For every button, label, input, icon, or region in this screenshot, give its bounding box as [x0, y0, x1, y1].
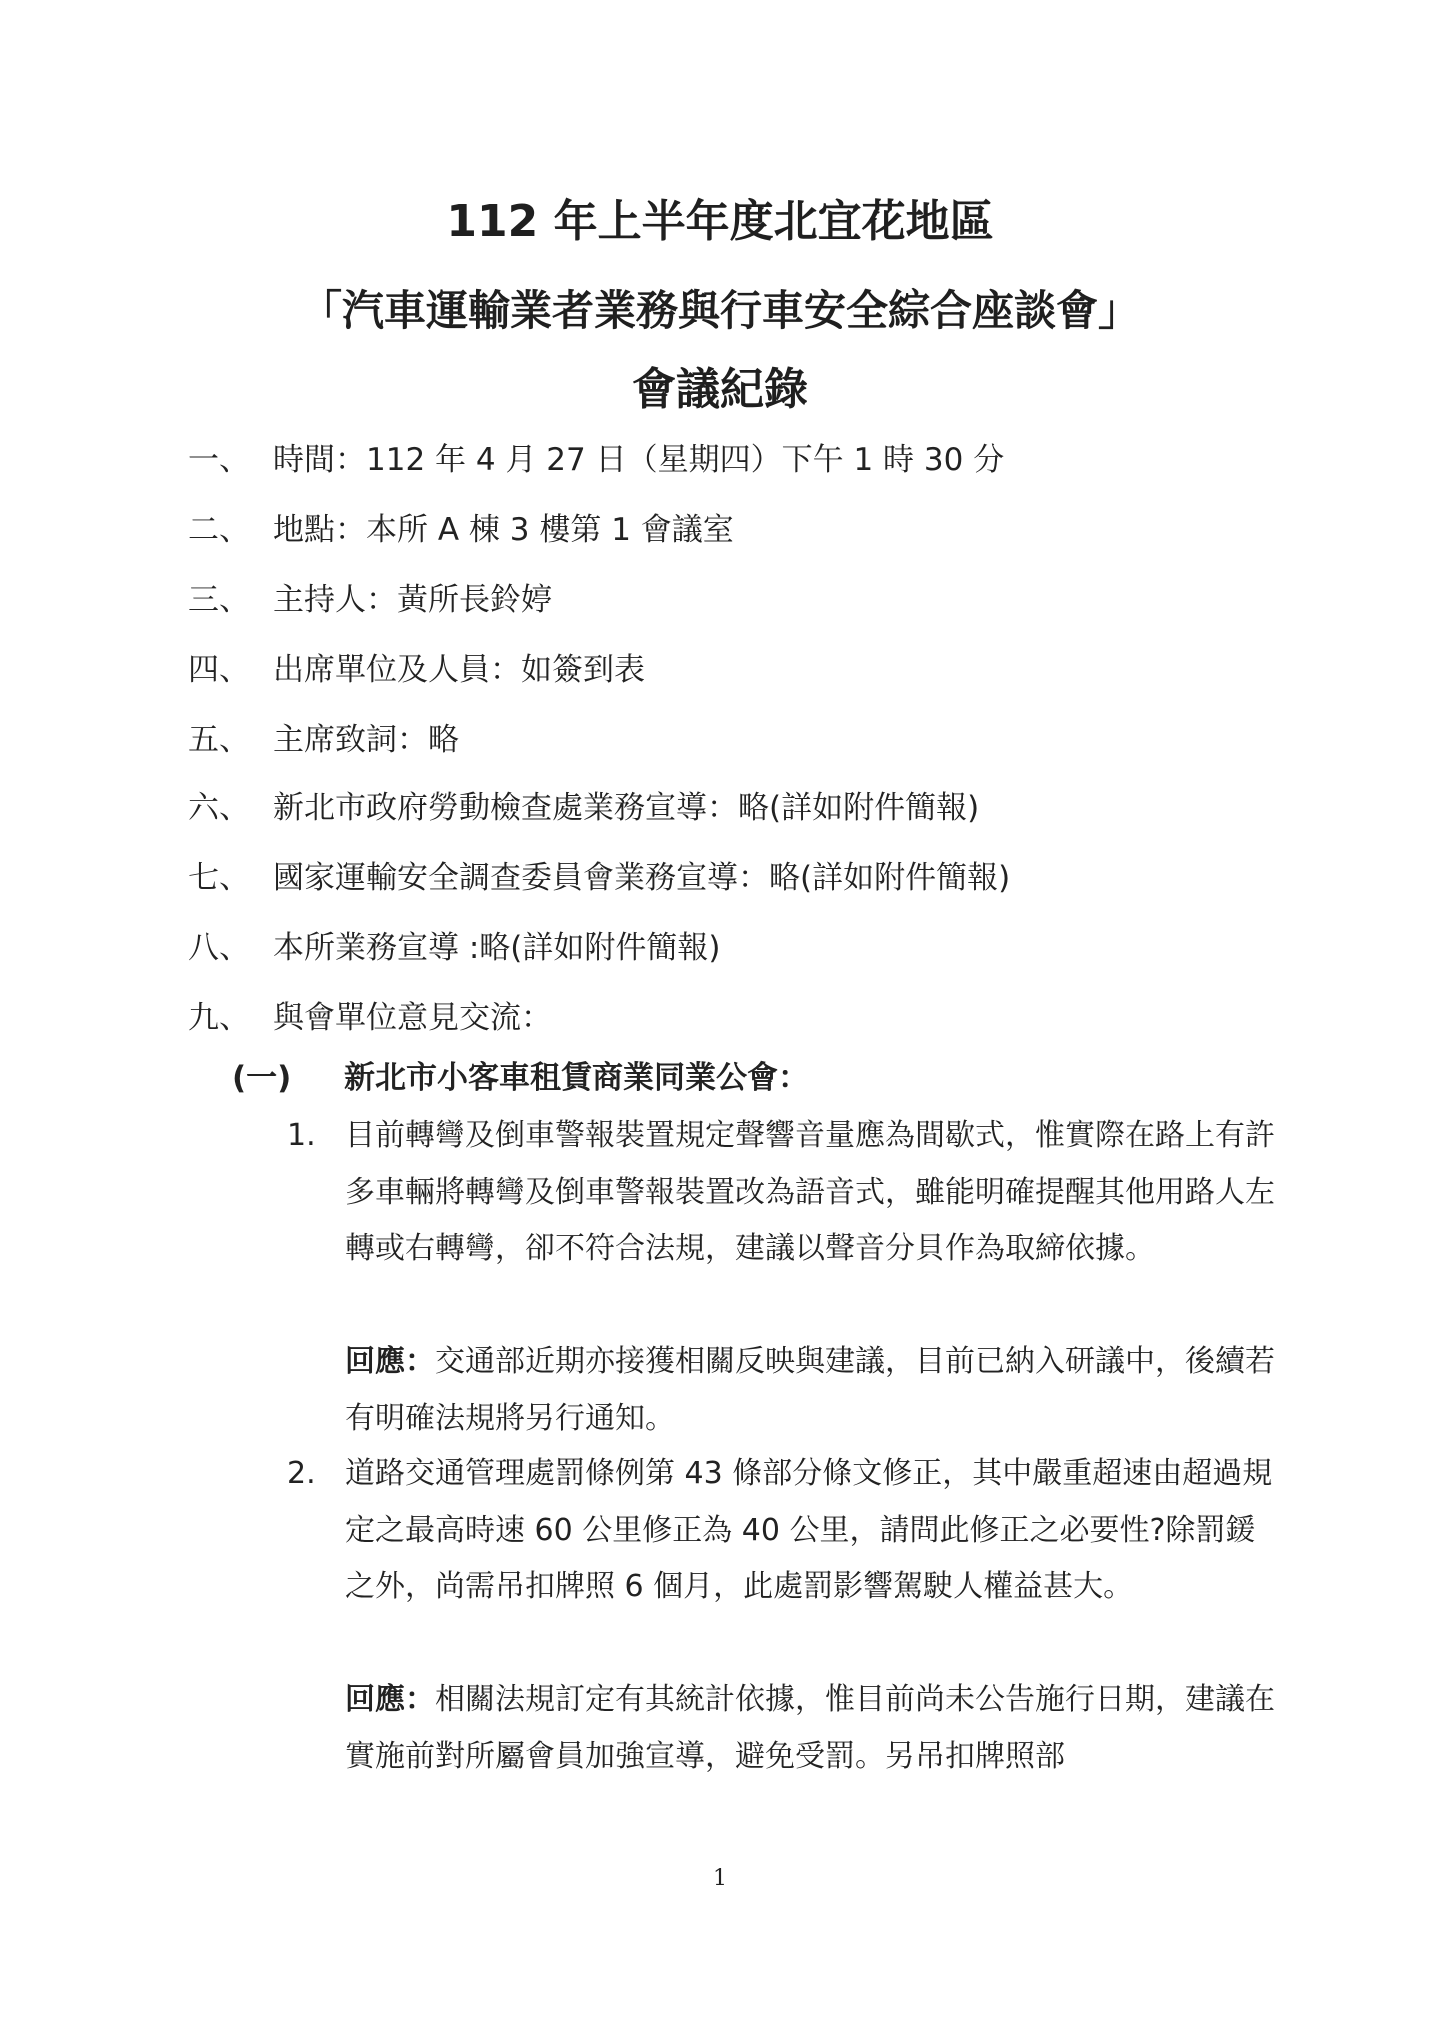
title-line-2: 「汽車運輸業者業務與行車安全綜合座談會」 [299, 286, 1140, 335]
agenda-item-1 [188, 440, 1004, 480]
section-title: 新北市小客車租賃商業同業公會： [344, 1060, 809, 1096]
question-number: 1. [287, 1118, 316, 1153]
agenda-item-8 [188, 928, 721, 968]
agenda-item-5 [188, 720, 459, 760]
item-text: 新北市政府勞動檢查處業務宣導：略(詳如附件簡報) [273, 790, 980, 826]
section-heading [232, 1058, 809, 1098]
item-text: 地點：本所 A 棟 3 樓第 1 會議室 [273, 512, 734, 548]
item-number: 六、 [188, 790, 250, 826]
agenda-item-3 [188, 580, 552, 620]
item-text: 主席致詞：略 [273, 722, 459, 758]
response-text: 相關法規訂定有其統計依據，惟目前尚未公告施行日期，建議在實施前對所屬會員加強宣導，避免受罰。另吊扣牌照部 [345, 1682, 1275, 1774]
agenda-item-4 [188, 650, 645, 690]
item-number: 七、 [188, 860, 250, 896]
agenda-item-6 [188, 788, 979, 828]
question-text: 目前轉彎及倒車警報裝置規定聲響音量應為間歇式，惟實際在路上有許多車輛將轉彎及倒車警報裝置改為語音式，雖能明確提醒其他用路人左轉或右轉彎，卻不符合法規，建議以聲音分貝作為取締依據。 [345, 1118, 1275, 1266]
page-number: 1 [713, 1866, 727, 1891]
item-text: 主持人：黃所長鈴婷 [273, 582, 552, 618]
item-text: 出席單位及人員：如簽到表 [273, 652, 645, 688]
item-number: 三、 [188, 582, 250, 618]
agenda-item-2 [188, 510, 734, 550]
response-text: 交通部近期亦接獲相關反映與建議，目前已納入研議中，後續若有明確法規將另行通知。 [345, 1344, 1275, 1436]
question-text: 道路交通管理處罰條例第 43 條部分條文修正，其中嚴重超速由超過規定之最高時速 60 公里修正為 40 公里，請問此修正之必要性?除罰鍰之外，尚需吊扣牌照 6 個月，此處罰影響駕駛人權益甚大。 [345, 1456, 1273, 1604]
item-number: 九、 [188, 1000, 250, 1036]
item-text: 國家運輸安全調查委員會業務宣導：略(詳如附件簡報) [273, 860, 1011, 896]
item-text: 本所業務宣導 :略(詳如附件簡報) [273, 930, 721, 966]
item-number: 二、 [188, 512, 250, 548]
response-1 [345, 1334, 1275, 1447]
question-number: 2. [287, 1456, 316, 1491]
section-number: (一) [232, 1060, 292, 1096]
title-line-3: 會議紀錄 [632, 364, 808, 415]
agenda-item-9 [188, 998, 552, 1038]
title-line-1: 112 年上半年度北宜花地區 [446, 196, 994, 247]
item-text: 與會單位意見交流： [273, 1000, 552, 1036]
item-number: 一、 [188, 442, 250, 478]
item-text: 時間：112 年 4 月 27 日（星期四）下午 1 時 30 分 [273, 442, 1005, 478]
response-label: 回應： [345, 1682, 435, 1717]
item-number: 八、 [188, 930, 250, 966]
item-number: 五、 [188, 722, 250, 758]
response-label: 回應： [345, 1344, 435, 1379]
agenda-item-7 [188, 858, 1010, 898]
item-number: 四、 [188, 652, 250, 688]
response-2 [345, 1672, 1275, 1785]
